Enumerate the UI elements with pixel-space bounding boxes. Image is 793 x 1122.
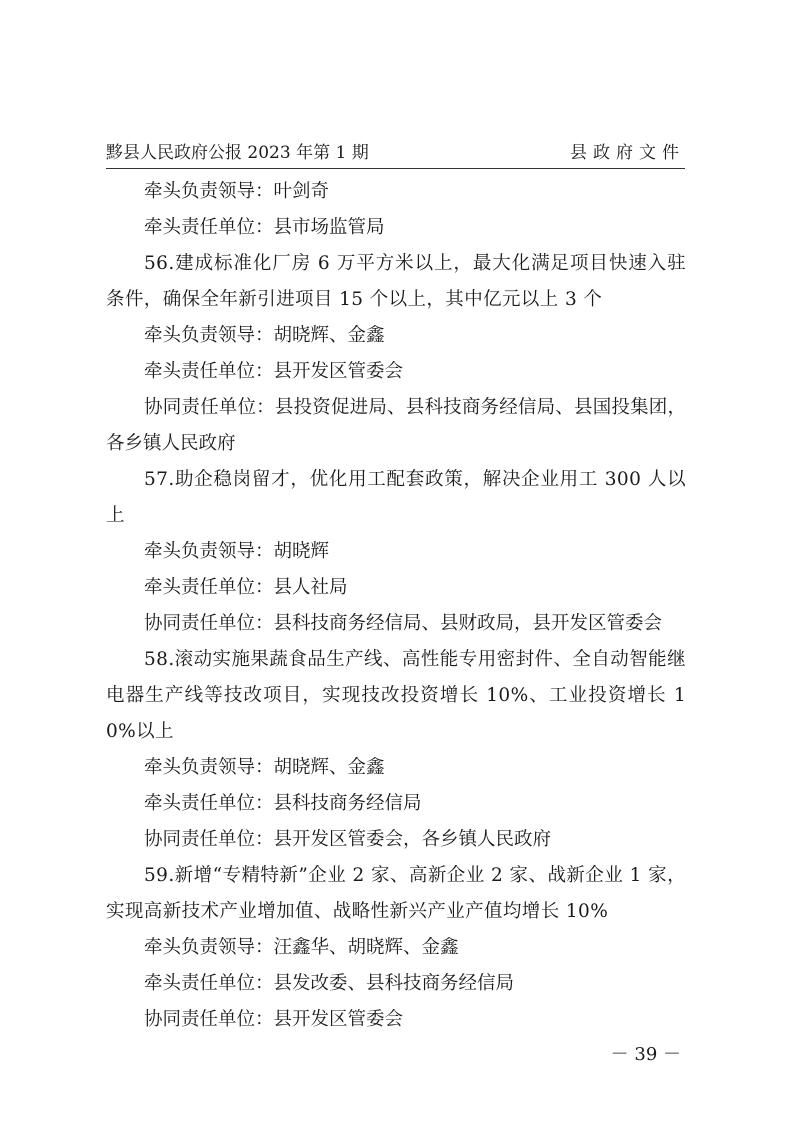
header-section-title: 县政府文件 [570, 143, 685, 163]
lead-leader-line: 牵头负责领导：胡晓辉、金鑫 [144, 757, 385, 778]
cooperating-unit-line: 协同责任单位：县投资促进局、县科技商务经信局、县国投集团，各乡镇人民政府 [106, 397, 686, 454]
lead-leader-line: 牵头负责领导：叶剑奇 [144, 181, 330, 202]
task-item-59: 59.新增“专精特新”企业 2 家、高新企业 2 家、战新企业 1 家，实现高新技术产业增加值、战略性新兴产业产值均增长 10% [106, 865, 686, 922]
lead-leader-line: 牵头负责领导：胡晓辉、金鑫 [144, 325, 385, 346]
lead-leader-line: 牵头负责领导：胡晓辉 [144, 541, 330, 562]
cooperating-unit-line: 协同责任单位：县开发区管委会 [144, 1009, 404, 1030]
page-header [106, 140, 685, 169]
lead-unit-line: 牵头责任单位：县市场监管局 [144, 217, 385, 238]
cooperating-unit-line: 协同责任单位：县科技商务经信局、县财政局，县开发区管委会 [144, 613, 663, 634]
header-publication-title: 黟县人民政府公报 2023 年第 1 期 [106, 143, 369, 163]
page-number: － 39 － [610, 1044, 681, 1065]
lead-unit-line: 牵头责任单位：县人社局 [144, 577, 348, 598]
lead-unit-line: 牵头责任单位：县开发区管委会 [144, 361, 404, 382]
lead-leader-line: 牵头负责领导：汪鑫华、胡晓辉、金鑫 [144, 937, 459, 958]
lead-unit-line: 牵头责任单位：县科技商务经信局 [144, 793, 422, 814]
task-item-58: 58.滚动实施果蔬食品生产线、高性能专用密封件、全自动智能继电器生产线等技改项目，实现技改投资增长 10%、工业投资增长 10%以上 [106, 649, 686, 742]
task-item-56: 56.建成标准化厂房 6 万平方米以上，最大化满足项目快速入驻条件，确保全年新引进项目 15 个以上，其中亿元以上 3 个 [106, 253, 686, 310]
lead-unit-line: 牵头责任单位：县发改委、县科技商务经信局 [144, 973, 515, 994]
document-body [106, 174, 686, 1038]
cooperating-unit-line: 协同责任单位：县开发区管委会，各乡镇人民政府 [144, 829, 552, 850]
task-item-57: 57.助企稳岗留才，优化用工配套政策，解决企业用工 300 人以上 [106, 469, 686, 526]
